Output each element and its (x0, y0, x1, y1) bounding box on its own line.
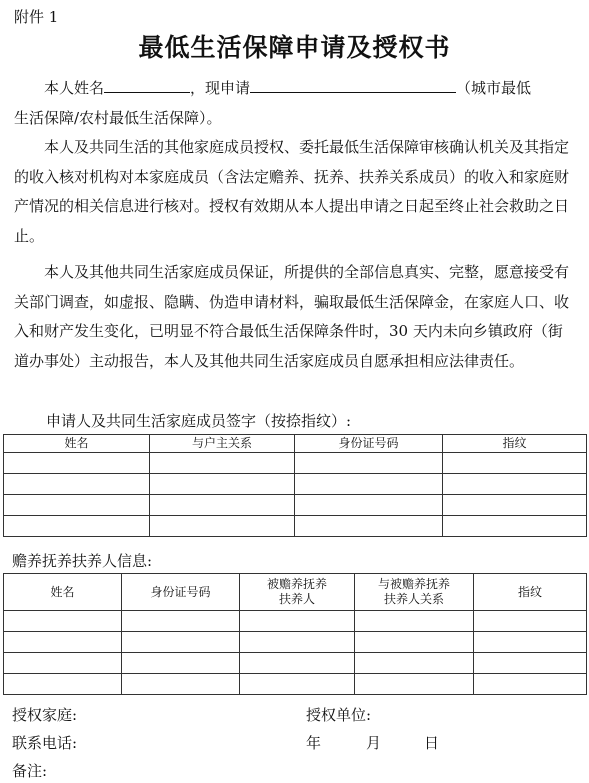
header-id-number: 身份证号码 (295, 435, 443, 453)
authorization-paragraph: 本人及共同生活的其他家庭成员授权、委托最低生活保障审核确认机关及其指定的收入核对机构对本家庭成员（含法定赡养、抚养、扶养关系成员）的收入和家庭财产情况的相关信息进行核对。授权有效期从本人提出申请之日起至终止社会救助之日止。 (14, 138, 570, 245)
authorizing-unit-label: 授权单位: (306, 706, 372, 724)
table-cell[interactable] (4, 611, 122, 632)
phone-label: 联系电话: (12, 734, 78, 752)
table-row (4, 495, 587, 516)
table-cell[interactable] (443, 474, 587, 495)
document-title: 最低生活保障申请及授权书 (138, 33, 451, 62)
table-cell[interactable] (295, 495, 443, 516)
table-cell[interactable] (150, 453, 295, 474)
table-row (4, 516, 587, 537)
table-cell[interactable] (4, 674, 122, 695)
apply-type-hint-cont: 生活保障/农村最低生活保障）。 (14, 108, 222, 127)
header-supported-person: 被赡养抚养 扶养人 (240, 574, 355, 611)
table-cell[interactable] (295, 453, 443, 474)
table-cell[interactable] (122, 653, 240, 674)
table-row (4, 474, 587, 495)
apply-label: ，现申请 (190, 79, 251, 97)
header-supported-relation: 与被赡养抚养 扶养人关系 (355, 574, 474, 611)
header-fingerprint: 指纹 (443, 435, 587, 453)
table-row (4, 632, 587, 653)
table-cell[interactable] (474, 611, 587, 632)
table-cell[interactable] (4, 453, 150, 474)
table-cell[interactable] (150, 495, 295, 516)
table-cell[interactable] (295, 474, 443, 495)
authorizing-family-label: 授权家庭: (12, 706, 78, 724)
table-cell[interactable] (355, 653, 474, 674)
application-paragraph (14, 74, 575, 133)
header-fingerprint: 指纹 (474, 574, 587, 611)
name-blank[interactable] (104, 75, 190, 93)
table-cell[interactable] (443, 453, 587, 474)
table-row (4, 453, 587, 474)
signature-label: 申请人及共同生活家庭成员签字（按捺指纹）: (46, 412, 352, 430)
family-member-table (3, 434, 587, 537)
table-cell[interactable] (443, 516, 587, 537)
header-relation: 与户主关系 (150, 435, 295, 453)
day-label: 日 (424, 734, 440, 752)
remark-label: 备注: (12, 762, 48, 780)
apply-type-blank[interactable] (250, 75, 456, 93)
table-cell[interactable] (240, 674, 355, 695)
year-label: 年 (306, 734, 322, 752)
header-name: 姓名 (4, 435, 150, 453)
table-cell[interactable] (474, 632, 587, 653)
table-cell[interactable] (150, 474, 295, 495)
table-row (4, 674, 587, 695)
month-label: 月 (366, 734, 382, 752)
table-cell[interactable] (355, 611, 474, 632)
table-header-row (4, 435, 587, 453)
table-cell[interactable] (240, 653, 355, 674)
attachment-label: 附件 1 (14, 8, 59, 26)
support-person-table (3, 573, 587, 695)
table-cell[interactable] (295, 516, 443, 537)
table-cell[interactable] (355, 674, 474, 695)
table-cell[interactable] (122, 611, 240, 632)
table-header-row (4, 574, 587, 611)
table-cell[interactable] (240, 611, 355, 632)
table-row (4, 611, 587, 632)
table-cell[interactable] (122, 632, 240, 653)
table-cell[interactable] (4, 495, 150, 516)
apply-type-hint: （城市最低 (456, 79, 532, 97)
table-cell[interactable] (474, 674, 587, 695)
table-cell[interactable] (4, 474, 150, 495)
support-info-label: 赡养抚养扶养人信息: (12, 552, 153, 570)
table-cell[interactable] (122, 674, 240, 695)
table-cell[interactable] (4, 632, 122, 653)
table-cell[interactable] (443, 495, 587, 516)
table-cell[interactable] (355, 632, 474, 653)
header-name: 姓名 (4, 574, 122, 611)
name-label: 本人姓名 (44, 79, 105, 97)
guarantee-paragraph: 本人及其他共同生活家庭成员保证，所提供的全部信息真实、完整，愿意接受有关部门调查，如虚报、隐瞒、伪造申请材料，骗取最低生活保障金，在家庭人口、收入和财产发生变化，已明显不符合最低生活保障条件时，30 天内未向乡镇政府（街道办事处）主动报告，本人及其他共同生活家庭成员自愿承担相应法律责任。 (14, 263, 570, 370)
table-cell[interactable] (4, 516, 150, 537)
table-cell[interactable] (150, 516, 295, 537)
table-cell[interactable] (4, 653, 122, 674)
table-cell[interactable] (474, 653, 587, 674)
header-id-number: 身份证号码 (122, 574, 240, 611)
table-cell[interactable] (240, 632, 355, 653)
table-row (4, 653, 587, 674)
